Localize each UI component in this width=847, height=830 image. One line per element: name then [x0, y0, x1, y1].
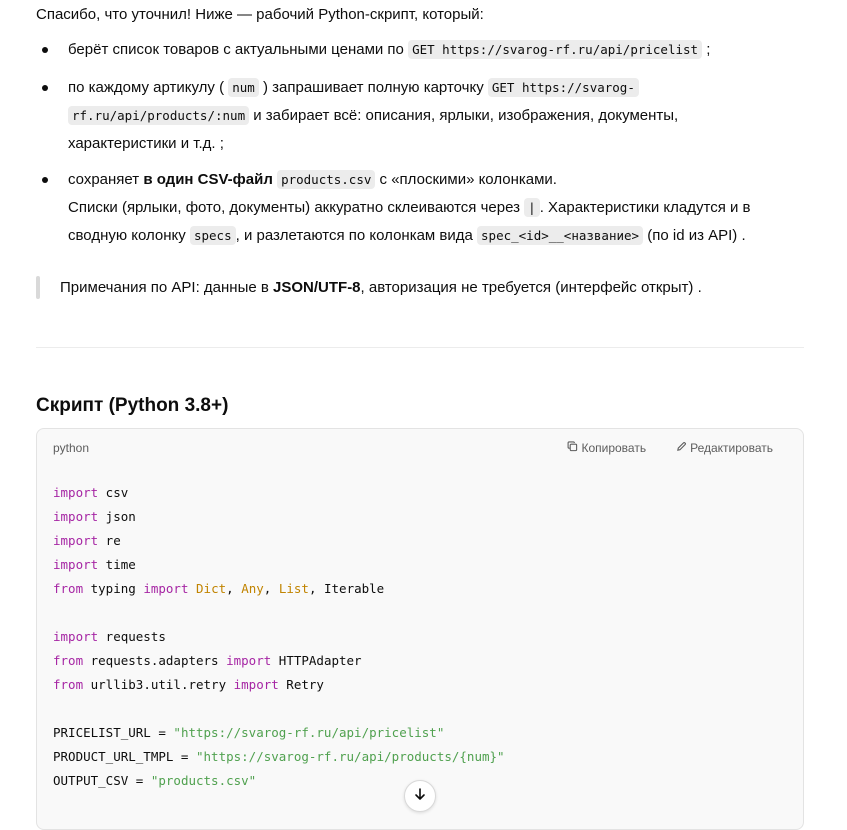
blockquote-bar — [36, 276, 40, 299]
code-token: import — [226, 653, 272, 668]
text: (по id из API) . — [643, 227, 746, 244]
text: и забирает всё: описания, ярлыки, изображения, документы, — [249, 107, 679, 124]
code-token: "https://svarog-rf.ru/api/products/{num}" — [196, 749, 505, 764]
inline-code: rf.ru/api/products/:num — [68, 106, 249, 125]
bullet-dot — [42, 177, 48, 183]
code-language-label: python — [53, 441, 90, 455]
scroll-down-button[interactable] — [404, 780, 436, 812]
code-token: , Iterable — [308, 581, 385, 596]
code-token: "products.csv" — [150, 773, 257, 788]
blockquote-text — [60, 276, 702, 299]
text: ) запрашивает полную карточку — [258, 79, 488, 96]
copy-label: Копировать — [581, 441, 647, 455]
code-token: re — [98, 533, 121, 548]
code-token: OUTPUT_CSV = — [53, 773, 151, 788]
inline-code: specs — [190, 226, 236, 245]
text: сохраняет — [68, 171, 144, 188]
text: характеристики и т.д. ; — [68, 135, 224, 152]
text: Списки (ярлыки, фото, документы) аккуратно склеиваются через — [68, 199, 525, 216]
code-token: csv — [98, 485, 129, 500]
list-item-text — [68, 166, 788, 250]
inline-code: GET https://svarog- — [488, 78, 639, 97]
code-token: , — [226, 581, 242, 596]
code-token: Dict — [196, 581, 227, 596]
code-token: import — [53, 509, 99, 524]
list-item-text — [68, 36, 788, 64]
bullet-dot — [42, 85, 48, 91]
divider — [36, 347, 804, 348]
text: берёт список товаров с актуальными ценами по — [68, 41, 409, 58]
intro-text: Спасибо, что уточнил! Ниже — рабочий Python-скрипт, который: — [36, 6, 484, 23]
bullet-dot — [42, 47, 48, 53]
code-token: import — [53, 557, 99, 572]
edit-button[interactable] — [676, 441, 773, 455]
code-token: import — [53, 629, 99, 644]
code-token: from — [53, 581, 84, 596]
text: , авторизация не требуется (интерфейс открыт) . — [360, 279, 702, 296]
text: по каждому артикулу ( — [68, 79, 229, 96]
edit-label: Редактировать — [690, 441, 773, 455]
text: сводную колонку — [68, 227, 190, 244]
text: Примечания по API: данные в — [60, 279, 274, 296]
blockquote — [36, 276, 804, 299]
code-token: requests — [98, 629, 166, 644]
code-token: typing — [83, 581, 144, 596]
arrow-down-icon — [413, 787, 427, 805]
code-token: Retry — [278, 677, 324, 692]
code-token: requests.adapters — [83, 653, 227, 668]
code-token: PRICELIST_URL = — [53, 725, 174, 740]
inline-code: spec_<id>__<название> — [477, 226, 643, 245]
code-block — [36, 428, 804, 830]
text: . Характеристики кладутся и в — [539, 199, 751, 216]
code-token: json — [98, 509, 136, 524]
code-actions — [567, 441, 773, 455]
code-token: time — [98, 557, 136, 572]
text: с «плоскими» колонками. — [375, 171, 557, 188]
copy-button[interactable] — [567, 441, 646, 455]
code-content — [53, 481, 505, 793]
code-token: import — [53, 533, 99, 548]
code-token: from — [53, 653, 84, 668]
copy-icon — [567, 441, 578, 455]
inline-code: num — [228, 78, 259, 97]
code-token: import — [53, 485, 99, 500]
list-item-text — [68, 74, 788, 158]
code-token: PRODUCT_URL_TMPL = — [53, 749, 196, 764]
code-token: urllib3.util.retry — [83, 677, 234, 692]
edit-icon — [676, 441, 687, 455]
bold-text: JSON/UTF-8 — [273, 279, 361, 296]
bold-text: в один CSV-файл — [143, 171, 273, 188]
code-token: Any — [241, 581, 264, 596]
code-token: import — [233, 677, 279, 692]
code-token: import — [143, 581, 189, 596]
text: , и разлетаются по колонкам вида — [235, 227, 478, 244]
code-token: , — [263, 581, 279, 596]
inline-code: products.csv — [277, 170, 375, 189]
code-token: List — [278, 581, 309, 596]
text: ; — [702, 41, 711, 58]
code-token: from — [53, 677, 84, 692]
code-token: HTTPAdapter — [271, 653, 362, 668]
section-heading: Скрипт (Python 3.8+) — [36, 395, 229, 416]
inline-code: GET https://svarog-rf.ru/api/pricelist — [408, 40, 702, 59]
code-token: "https://svarog-rf.ru/api/pricelist" — [173, 725, 445, 740]
inline-code: | — [524, 198, 540, 217]
